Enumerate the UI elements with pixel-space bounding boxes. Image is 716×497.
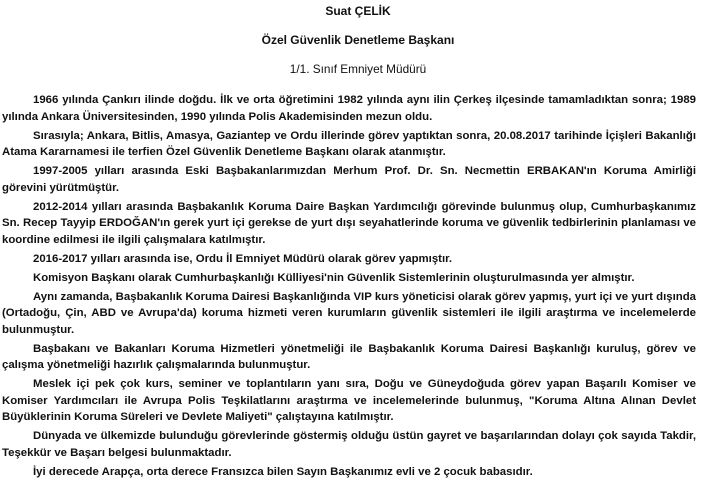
paragraph-regulations: Başbakanı ve Bakanları Koruma Hizmetleri yönetmeliği ile Başbakanlık Koruma Dairesi Başkanlığı kuruluş, görev ve çalışma yönetmeliği hazırlık çalışmalarında bulunmuştur.	[2, 342, 696, 371]
paragraph-awards: Dünyada ve ülkemizde bulunduğu görevlerinde göstermiş olduğu üstün gayret ve başarılarından dolayı çok sayıda Takdir, Teşekkür ve Başarı belgesi bulunmaktadır.	[2, 430, 696, 459]
position-title: Özel Güvenlik Denetleme Başkanı	[261, 33, 455, 47]
person-name: Suat ÇELİK	[325, 4, 391, 18]
paragraph-education: 1966 yılında Çankırı ilinde doğdu. İlk ve orta öğretimini 1982 yılında aynı ilin Çerkeş ilçesinde tamamladıktan sonra; 1989 yılında Ankara Üniversitesinden, 1990 yılında Polis Akademisinden mezun oldu.	[2, 94, 696, 123]
paragraph-commission: Komisyon Başkanı olarak Cumhurbaşkanlığı Külliyesi'nin Güvenlik Sistemlerinin oluşturulmasında yer almıştır.	[33, 271, 635, 284]
biography-body	[2, 92, 696, 483]
paragraph-personal: İyi derecede Arapça, orta derece Fransızca bilen Sayın Başkanımız evli ve 2 çocuk babasıdır.	[33, 465, 533, 478]
paragraph-deputy-head: 2012-2014 yılları arasında Başbakanlık Koruma Daire Başkan Yardımcılığı görevinde bulunmuş olup, Cumhurbaşkanımız Sn. Recep Tayyip ERDOĞAN'ın gerek yurt içi gerekse de yurt dışı seyahatlerinde koruma ve güvenlik tedbirlerinin planlaması ve koordine edilmesi ile ilgili çalışmalara katılmıştır.	[2, 200, 696, 246]
paragraph-vip-course: Aynı zamanda, Başbakanlık Koruma Dairesi Başkanlığında VIP kurs yöneticisi olarak görev yapmış, yurt içi ve yurt dışında (Ortadoğu, Çin, ABD ve Avrupa'da) koruma hizmeti veren kurumların güvenlik sistemleri ile ilgili araştırma ve incelemelerde bulunmuştur.	[2, 290, 696, 336]
paragraph-ordu-police: 2016-2017 yılları arasında ise, Ordu İl Emniyet Müdürü olarak görev yapmıştır.	[33, 252, 453, 265]
paragraph-protection-chief: 1997-2005 yılları arasında Eski Başbakanlarımızdan Merhum Prof. Dr. Sn. Necmettin ERBAKAN'ın Koruma Amirliği görevini yürütmüştür.	[2, 165, 696, 194]
rank-title: 1/1. Sınıf Emniyet Müdürü	[289, 62, 427, 76]
paragraph-training: Meslek içi pek çok kurs, seminer ve toplantıların yanı sıra, Doğu ve Güneydoğuda görev yapan Başarılı Komiser ve Komiser Yardımcıları ile Avrupa Polis Teşkilatlarını araştırma ve incelemelerinde bulunmuş, "Koruma Altına Alınan Devlet Büyüklerinin Koruma Süreleri ve Devlete Maliyeti" çalıştayına katılmıştır.	[2, 378, 696, 423]
paragraph-appointments: Sırasıyla; Ankara, Bitlis, Amasya, Gaziantep ve Ordu illerinde görev yaptıktan sonra, 20.08.2017 tarihinde İçişleri Bakanlığı Atama Kararnamesi ile terfien Özel Güvenlik Denetleme Başkanı olarak atanmıştır.	[2, 129, 696, 158]
